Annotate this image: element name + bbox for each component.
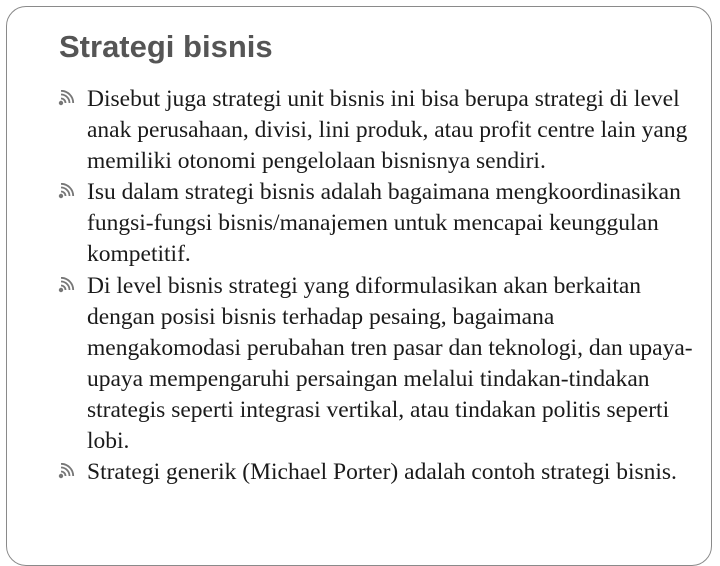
bullet-text: Di level bisnis strategi yang diformulasikan akan berkaitan dengan posisi bisnis terhadap pesaing, bagaimana mengakomodasi perubahan tren pasar dan teknologi, dan upaya-upaya mempengaruhi persaingan melalui tindakan-tindakan strategis seperti integrasi vertikal, atau tindakan politis seperti lobi. (87, 272, 693, 455)
wifi-signal-icon (57, 90, 79, 108)
wifi-signal-icon (57, 183, 79, 201)
slide-title: Strategi bisnis (59, 29, 273, 64)
bullet-item (55, 84, 705, 177)
bullet-item (55, 271, 705, 458)
slide-frame (6, 6, 712, 566)
bullet-text: Isu dalam strategi bisnis adalah bagaimana mengkoordinasikan fungsi-fungsi bisnis/manajemen untuk mencapai keunggulan kompetitif. (87, 179, 681, 268)
wifi-signal-icon (57, 277, 79, 295)
bullet-text: Disebut juga strategi unit bisnis ini bisa berupa strategi di level anak perusahaan, divisi, lini produk, atau profit centre lain yang memiliki otonomi pengelolaan bisnisnya sendiri. (87, 86, 688, 175)
wifi-signal-icon (57, 463, 79, 481)
bullet-list (55, 84, 705, 488)
bullet-item (55, 457, 705, 488)
bullet-item (55, 177, 705, 270)
bullet-text: Strategi generik (Michael Porter) adalah contoh strategi bisnis. (87, 459, 677, 486)
